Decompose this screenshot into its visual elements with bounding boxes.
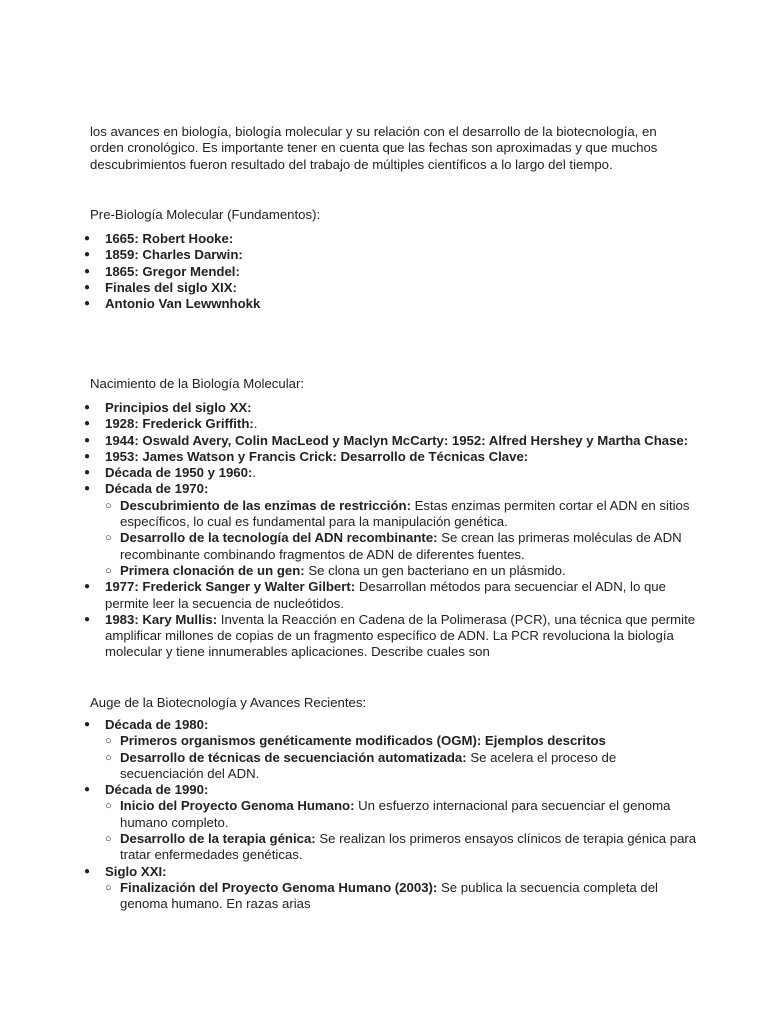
list-item [0, 782, 700, 863]
list-item-title: Siglo XXI: [105, 863, 167, 879]
list-item-title: 1865: Gregor Mendel: [105, 263, 240, 279]
intro-paragraph: los avances en biología, biología molecular y su relación con el desarrollo de la biotecnología, en orden cronológico. Es importante tener en cuenta que las fechas son aproximadas y que muchos descubrimientos fueron resultado del trabajo de múltiples científicos a lo largo del tiempo. [90, 124, 658, 172]
list-item-title: 1944: Oswald Avery, Colin MacLeod y Maclyn McCarty: 1952: Alfred Hershey y Martha Chase: [105, 432, 689, 448]
list-item [0, 465, 700, 481]
sublist-item-title: Desarrollo de la terapia génica: [120, 831, 316, 847]
sublist-item-title: Desarrollo de la tecnología del ADN recombinante: [120, 530, 438, 546]
list-item [0, 400, 700, 416]
list-item [0, 579, 700, 612]
section-heading-nacimiento: Nacimiento de la Biología Molecular: [90, 376, 305, 391]
list-item [0, 717, 700, 782]
list-item-title: 1859: Charles Darwin: [105, 247, 243, 263]
list-item-title: 1928: Frederick Griffith: [105, 416, 254, 432]
list-item-title: Antonio Van Lewwnhokk [105, 296, 261, 312]
list-item [0, 247, 700, 263]
list-item-title: 1953: James Watson y Francis Crick: Desarrollo de Técnicas Clave: [105, 448, 529, 464]
section-heading-auge: Auge de la Biotecnología y Avances Recientes: [90, 695, 367, 710]
section-heading-pre-biologia: Pre-Biología Molecular (Fundamentos): [90, 207, 321, 222]
list-item [0, 481, 700, 579]
list-pre-biologia [0, 231, 700, 312]
sublist-siglo-xxi [105, 880, 700, 913]
list-item [0, 864, 700, 913]
list-auge [0, 717, 700, 913]
sublist-item-text: Se crean las primeras moléculas de ADN recombinante combinando fragmentos de ADN de diferentes fuentes. [120, 530, 682, 562]
sublist-item-title: Descubrimiento de las enzimas de restricción: [120, 497, 411, 513]
list-item-text: Inventa la Reacción en Cadena de la Polimerasa (PCR), una técnica que permite amplificar millones de copias de un fragmento específico de ADN. La PCR revoluciona la biología molecular y tiene innumerables aplicaciones. Describe cuales son [105, 611, 696, 660]
sublist-item [105, 750, 700, 783]
sublist-item-title: Primeros organismos genéticamente modificados (OGM): Ejemplos descritos [120, 733, 606, 749]
sublist-item-text: Se acelera el proceso de secuenciación del ADN. [120, 749, 617, 781]
sublist-item-text: Se realizan los primeros ensayos clínicos de terapia génica para tratar enfermedades genéticas. [120, 831, 697, 863]
sublist-item [105, 831, 700, 864]
list-item-text: Desarrollan métodos para secuenciar el ADN, lo que permite leer la secuencia de nucleótidos. [105, 579, 666, 611]
list-item-title: Finales del siglo XIX: [105, 279, 237, 295]
sublist-item-text: Estas enzimas permiten cortar el ADN en sitios específicos, lo cual es fundamental para la manipulación genética. [120, 497, 690, 530]
sublist-item [105, 880, 700, 913]
list-item [0, 449, 700, 465]
list-nacimiento [0, 400, 700, 661]
list-item-title: 1977: Frederick Sanger y Walter Gilbert: [105, 579, 356, 595]
sublist-item-title: Finalización del Proyecto Genoma Humano (2003): [120, 879, 438, 895]
list-item-title: Década de 1950 y 1960: [105, 465, 253, 481]
list-item [0, 264, 700, 280]
list-item [0, 433, 700, 449]
list-item [0, 231, 700, 247]
sublist-item-title: Primera clonación de un gen: [120, 562, 305, 578]
sublist-1990 [105, 798, 700, 863]
list-item-title: Década de 1980: [105, 717, 209, 732]
list-item-title: 1665: Robert Hooke: [105, 231, 234, 246]
list-item-title: 1983: Kary Mullis: [105, 611, 218, 627]
sublist-item [105, 733, 700, 749]
sublist-item [105, 798, 700, 831]
sublist-item-text: Un esfuerzo internacional para secuenciar el genoma humano completo. [120, 798, 671, 830]
list-item-text: . [253, 416, 258, 432]
sublist-item-title: Desarrollo de técnicas de secuenciación automatizada: [120, 749, 467, 765]
sublist-item-text: Se publica la secuencia completa del genoma humano. En razas arias [120, 879, 658, 912]
list-item [0, 416, 700, 432]
list-item [0, 296, 700, 312]
list-item-title: Década de 1970: [105, 481, 209, 497]
sublist-item [105, 530, 700, 563]
list-item [0, 280, 700, 296]
sublist-item-text: Se clona un gen bacteriano en un plásmido. [304, 562, 566, 578]
sublist-1980 [105, 733, 700, 782]
sublist-item [105, 563, 700, 579]
list-item-title: Década de 1990: [105, 782, 209, 798]
sublist-item [105, 498, 700, 531]
list-item-text: . [252, 465, 257, 481]
list-item [0, 612, 700, 661]
sublist-item-title: Inicio del Proyecto Genoma Humano: [120, 798, 355, 814]
list-item-title: Principios del siglo XX: [105, 400, 252, 415]
sublist-1970 [105, 498, 700, 579]
